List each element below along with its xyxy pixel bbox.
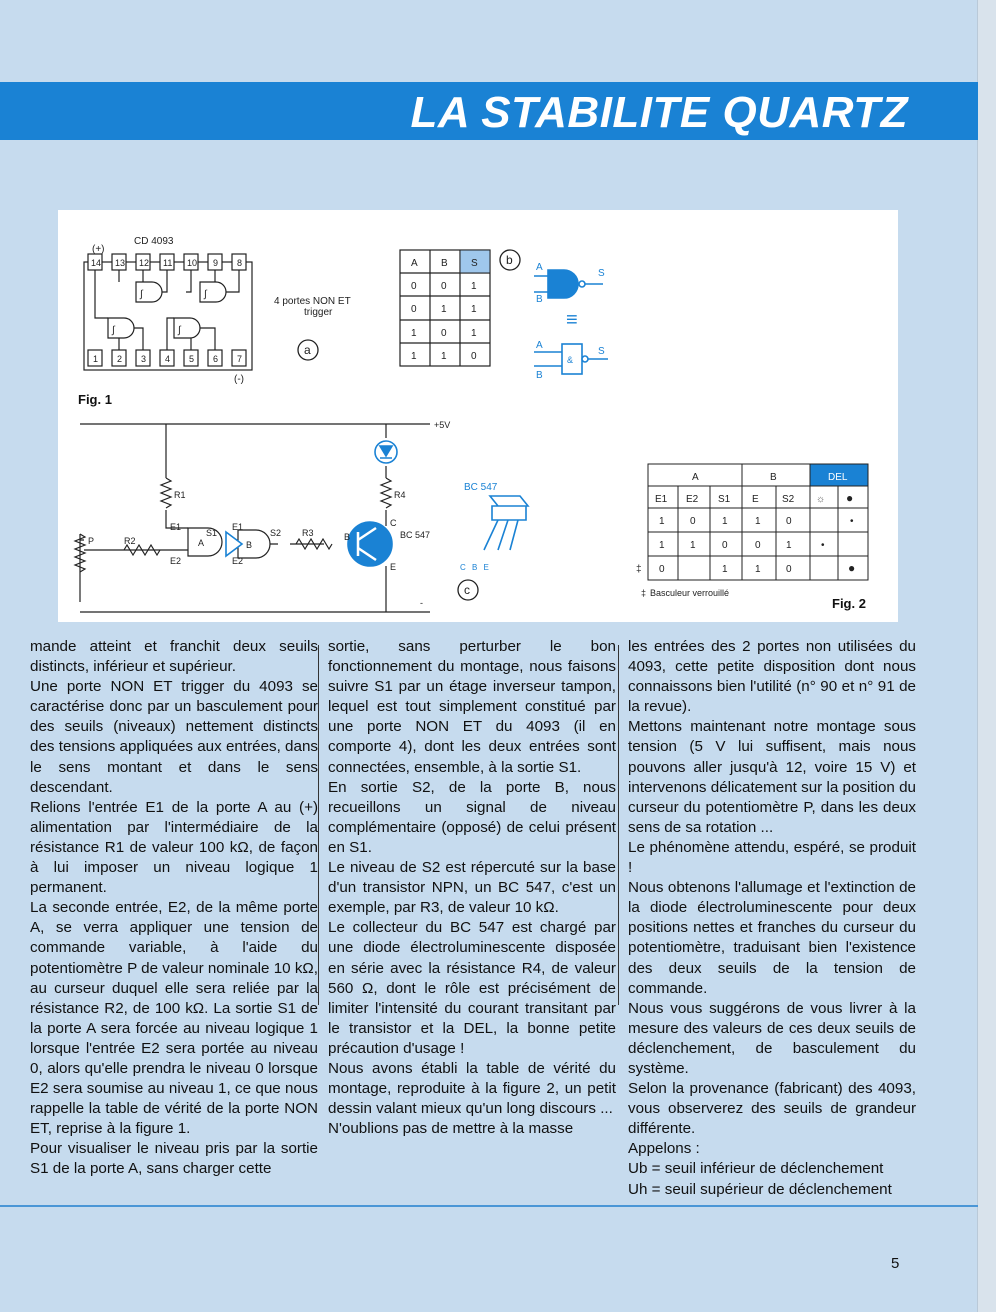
pin-5: 5 [189,354,195,364]
figure-panel [58,210,898,622]
paragraph: N'oublions pas de mettre à la masse [328,1120,574,1138]
footnote-mark-row: ‡ [636,564,642,575]
fig2-cell: 0 [786,564,792,575]
pin-1: 1 [93,354,99,364]
title-banner [0,82,978,140]
ic-name: CD 4093 [134,236,174,247]
paragraph: Le niveau de S2 est répercuté sur la base d'un transistor NPN, un BC 547, c'est un exemple, par R3, de valeur 10 kΩ. [328,859,616,917]
gate-b-label: B [246,540,253,550]
pin-4: 4 [165,354,171,364]
pin-order-cbe: C B E [460,563,491,572]
fig2-cell: 0 [722,540,728,551]
fig2-col-e1: E1 [655,494,668,505]
pin-7: 7 [237,354,243,364]
base-label: B [344,532,351,542]
resistor-r2 [124,545,160,555]
paragraph: Mettons maintenant notre montage sous tension (5 V lui suffisent, mais nous pouvons aller jusqu'à 12, voire 15 V) et intervenons délicatement sur la position du curseur du potentiomètre P, dans les deux sens de sa rotation ... [628,718,916,836]
paragraph: Appelons : [628,1140,700,1158]
s2-label: S2 [270,528,282,538]
fig2-cell: 1 [722,516,728,527]
and-out-s-label: S [598,346,605,357]
nand-gate-symbol [548,270,578,298]
footnote-mark: ‡ [641,588,647,598]
tt-header-s: S [471,258,478,269]
tt-cell: 0 [441,328,447,339]
fig2-col-e: E [752,494,759,505]
gate-symbol-1: ∫ [140,289,143,300]
ic-plus: (+) [92,244,105,255]
fig2-cell: • [850,516,854,527]
fig2-cell: 1 [722,564,728,575]
gate-symbol-2: ∫ [204,289,207,300]
fig2-cell: 1 [659,540,665,551]
emitter-label: E [390,562,397,572]
and-symbol: & [567,355,574,365]
marker-c-label: c [464,583,470,597]
pin-10: 10 [187,258,198,268]
pin-13: 13 [115,258,126,268]
transistor-symbol [348,522,392,566]
paragraph: Ub = seuil inférieur de déclenchement [628,1160,884,1178]
tt-cell: 0 [441,281,447,292]
fig2-col-s2: S2 [782,494,795,505]
footer-rule [0,1205,978,1207]
pin-14: 14 [91,258,102,268]
paragraph: Le phénomène attendu, espéré, se produit ! [628,838,916,877]
tt-cell: 1 [441,304,447,315]
transistor-label: BC 547 [400,530,431,540]
paragraph: les entrées des 2 portes non utilisées du 4093, cette petite disposition dont nous connaissons bien l'utilité (n° 90 et n° 91 de la revue). [628,638,916,716]
fig2-col-s1: S1 [718,494,731,505]
fig2-cell: 0 [786,516,792,527]
gate-b-e1-label: E1 [232,522,244,532]
tt-header-b: B [441,258,448,269]
e1-label: E1 [170,522,182,532]
figure-drawing [58,210,898,622]
column-divider-1 [318,645,319,1005]
tt-cell: 0 [411,281,417,292]
p-label: P [88,536,95,546]
bc547-package-label: BC 547 [464,482,498,493]
tt-cell: 1 [471,281,477,292]
ground-label: - [420,598,423,608]
gate-in-b-label: B [536,294,543,305]
fig1-label: Fig. 1 [78,392,112,407]
fig2-group-del: DEL [828,472,848,483]
pin-2: 2 [117,354,123,364]
marker-b-label: b [506,253,513,267]
gate-symbol-4: ∫ [178,325,181,336]
paragraph: Nous avons établi la table de vérité du montage, reproduite à la figure 2, un petit dessin valant mieux qu'un long discours ... [328,1059,616,1118]
fig2-cell: 1 [755,564,761,575]
gate-in-a-label: A [536,262,543,273]
tt-header-a: A [411,258,418,269]
tt-cell: 0 [471,351,477,362]
gate-out-s-label: S [598,268,605,279]
gate-symbol-3: ∫ [112,325,115,336]
r2-label: R2 [124,536,136,546]
fig1-caption-line2: trigger [304,307,333,318]
e2-label: E2 [170,556,182,566]
page-number: 5 [891,1255,900,1272]
resistor-r4 [381,478,391,508]
gate-b-e2-label: E2 [232,556,244,566]
r3-label: R3 [302,528,314,538]
text-column-3 [628,637,916,1200]
fig2-group-b: B [770,472,777,483]
fig2-cell: 1 [755,516,761,527]
paragraph: En sortie S2, de la porte B, nous recueillons un signal de niveau complémentaire (opposé) de celui présent en S1. [328,778,616,856]
fig2-cell: 1 [786,540,792,551]
fig2-cell: 1 [690,540,696,551]
fig2-cell: 0 [755,540,761,551]
fig2-group-a: A [692,472,699,483]
text-column-1 [30,637,318,1180]
page-edge-strip [977,0,996,1312]
resistor-r1 [161,478,171,508]
column-divider-2 [618,645,619,1005]
paragraph: Nous obtenons l'allumage et l'extinction de la diode électroluminescente pour deux positions nettes et franches du curseur du potentiomètre, traduisant bien l'existence des deux seuils de la tension de commande. [628,879,916,997]
equivalence-sign: ≡ [566,309,578,331]
led-off-icon: ● [846,491,854,505]
footnote-text: Basculeur verrouillé [650,588,730,598]
fig2-cell: 0 [659,564,665,575]
fig2-cell: ● [848,561,856,575]
ic-minus: (-) [234,374,244,385]
paragraph: Pour visualiser le niveau pris par la sortie S1 de la porte A, sans charger cette [30,1140,318,1178]
tt-cell: 0 [411,304,417,315]
paragraph: Relions l'entrée E1 de la porte A au (+) alimentation par l'intermédiaire de la résistance R1 de valeur 100 kΩ, de façon à lui imposer un niveau logique 1 permanent. [30,798,318,897]
supply-label: +5V [434,420,451,430]
paragraph: La seconde entrée, E2, de la même porte A, se verra appliquer une tension de commande variable, à l'aide du potentiomètre P de valeur nominale 10 kΩ, au curseur duquel elle sera reliée par la résistance R2, de 100 kΩ. La sortie S1 de la porte A sera forcée au niveau logique 1 lorsque l'entrée E2 sera portée au niveau 0, alors qu'elle prendra le niveau 0 lorsque E2 sera soumise au niveau 1, ce que nous rappelle la table de vérité de la porte NON ET, reprise à la figure 1. [30,899,318,1138]
gate-a-label: A [198,538,205,548]
tt-cell: 1 [411,351,417,362]
r4-label: R4 [394,490,406,500]
page-title: LA STABILITE QUARTZ [410,88,908,137]
fig1-caption-line1: 4 portes NON ET [274,296,351,307]
pin-9: 9 [213,258,219,268]
tt-cell: 1 [471,304,477,315]
pin-3: 3 [141,354,147,364]
bc547-package [490,496,528,520]
s1-label: S1 [206,528,218,538]
text-column-2 [328,637,616,1139]
fig2-label: Fig. 2 [832,596,866,611]
pin-11: 11 [163,258,173,268]
paragraph: sortie, sans perturber le bon fonctionnement du montage, nous faisons suivre S1 par un étage inverseur tampon, lequel est tout simplement constitué par une porte NON ET du 4093 (il en comporte 4), dont les deux entrées sont connectées, ensemble, à la sortie S1. [328,638,616,776]
marker-a-label: a [304,343,311,357]
fig2-cell: 1 [659,516,665,527]
led-on-icon: ☼ [816,494,826,505]
pin-8: 8 [237,258,243,268]
paragraph: Nous vous suggérons de vous livrer à la mesure des valeurs de ces deux seuils de déclenchement, de basculement du système. [628,999,916,1077]
tt-cell: 1 [411,328,417,339]
paragraph: mande atteint et franchit deux seuils distincts, inférieur et supérieur. [30,638,318,676]
r1-label: R1 [174,490,186,500]
paragraph: Uh = seuil supérieur de déclenchement [628,1180,892,1198]
paragraph: Une porte NON ET trigger du 4093 se caractérise donc par un basculement pour des seuils (niveaux) nettement distincts des tensions appliquées aux entrées, dans le sens montant et dans le sens descendant. [30,678,318,796]
fig2-cell: 0 [690,516,696,527]
fig2-cell: • [821,540,825,551]
pin-6: 6 [213,354,219,364]
paragraph: Selon la provenance (fabricant) des 4093, vous observerez des seuils de grandeur différente. [628,1080,916,1138]
tt-cell: 1 [441,351,447,362]
tt-cell: 1 [471,328,477,339]
and-in-a-label: A [536,340,543,351]
resistor-r3 [296,539,332,549]
pin-12: 12 [139,258,150,268]
fig2-col-e2: E2 [686,494,699,505]
collector-label: C [390,518,397,528]
paragraph: Le collecteur du BC 547 est chargé par une diode électroluminescente disposée en série avec la résistance R4, de valeur 560 Ω, dont le rôle est précisément de limiter l'intensité du courant transitant par le transistor et la DEL, la bonne petite précaution d'usage ! [328,919,616,1057]
and-in-b-label: B [536,370,543,381]
